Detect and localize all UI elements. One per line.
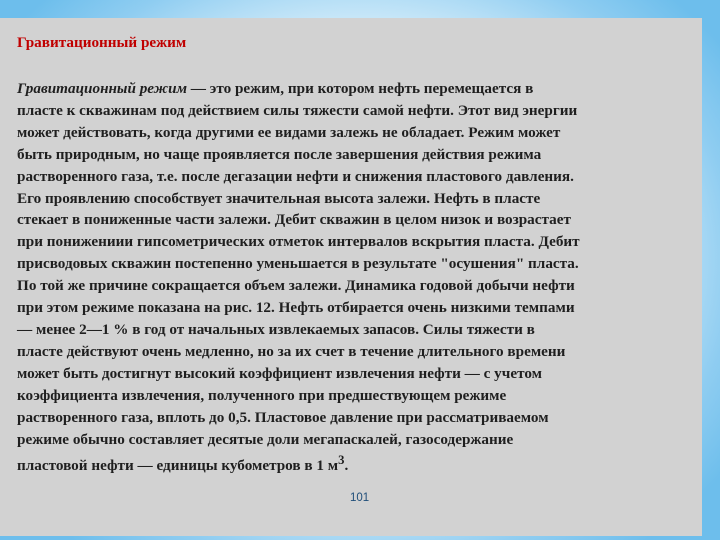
paragraph-line: — менее 2—1 % в год от начальных извлекаемых запасов. Силы тяжести в — [17, 320, 535, 338]
paragraph-line: По той же причине сокращается объем залежи. Динамика годовой добычи нефти — [17, 277, 575, 295]
paragraph-line: при понижениии гипсометрических отметок интервалов вскрытия пласта. Дебит — [17, 233, 580, 251]
paragraph-last-line — [17, 450, 697, 477]
body-paragraph — [17, 78, 697, 477]
paragraph-line: Его проявлению способствует значительная высота залежи. Нефть в пласте — [17, 189, 541, 207]
slide-heading: Гравитационный режим — [17, 34, 187, 51]
paragraph-line: может действовать, когда другими ее видами залежь не обладает. Режим может — [17, 123, 561, 141]
paragraph-line: может быть достигнут высокий коэффициент извлечения нефти — с учетом — [17, 364, 542, 382]
paragraph-line: коэффициента извлечения, полученного при предшествующем режиме — [17, 386, 507, 404]
unit-superscript: 3 — [338, 453, 345, 468]
paragraph-line: при этом режиме показана на рис. 12. Нефть отбирается очень низкими темпами — [17, 299, 575, 317]
paragraph-line-text: — это режим, при котором нефть перемещается в — [186, 80, 534, 97]
paragraph-last-line-end: . — [344, 457, 349, 475]
paragraph-line: пласте действуют очень медленно, но за их счет в течение длительного времени — [17, 342, 566, 360]
paragraph-line: быть природным, но чаще проявляется после завершения действия режима — [17, 145, 542, 163]
paragraph-line: режиме обычно составляет десятые доли мегапаскалей, газосодержание — [17, 430, 514, 448]
paragraph-line: стекает в пониженные части залежи. Дебит скважин в целом низок и возрастает — [17, 211, 571, 229]
paragraph-line: присводовых скважин постепенно уменьшается в результате "осушения" пласта. — [17, 255, 579, 273]
paragraph-line: растворенного газа, т.е. после дегазации нефти и снижения пластового давления. — [17, 167, 574, 185]
page-number: 101 — [350, 492, 370, 504]
paragraph-line — [17, 78, 697, 100]
paragraph-line: растворенного газа, вплоть до 0,5. Пластовое давление при рассматриваемом — [17, 408, 549, 426]
paragraph-last-line-text: пластовой нефти — единицы кубометров в 1 м — [17, 457, 339, 475]
paragraph-term: Гравитационный режим — [17, 80, 187, 97]
paragraph-line: пласте к скважинам под действием силы тяжести самой нефти. Этот вид энергии — [17, 101, 578, 119]
